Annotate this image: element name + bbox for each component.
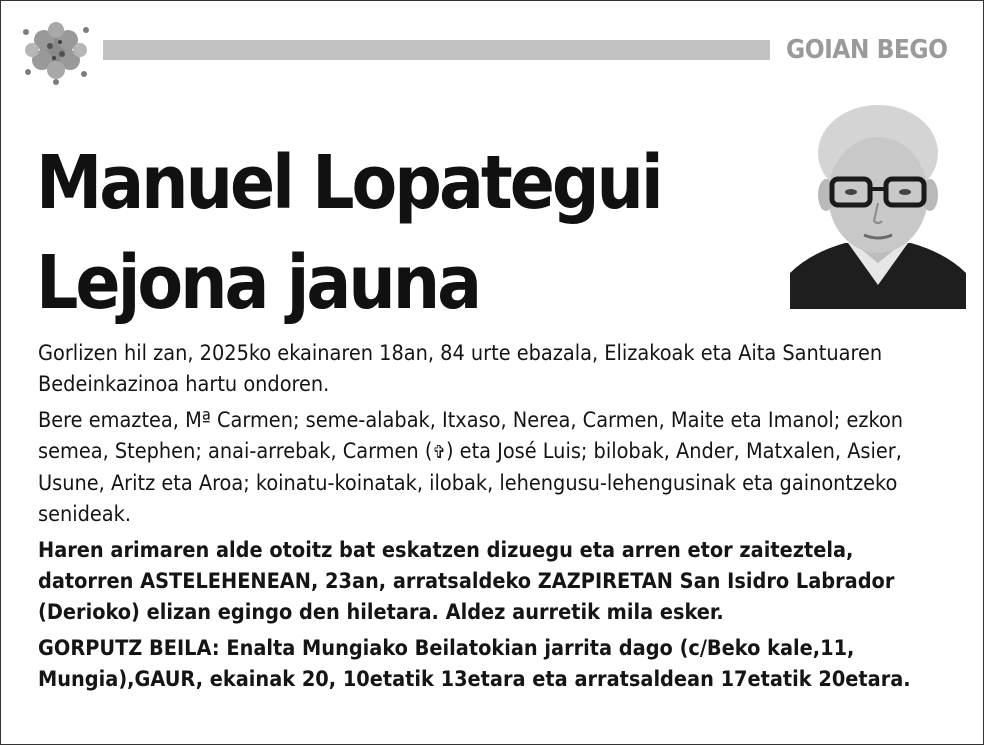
notice-body — [38, 338, 954, 700]
family-list — [38, 405, 954, 530]
death-announcement: Gorlizen hil zan, 2025ko ekainaren 18an, 84 urte ebazala, Elizakoak eta Aita Santuaren Bedeinkazinoa hartu ondoren. — [38, 341, 883, 397]
family-list-part-2: ) eta José Luis; bilobak, Ander, Matxalen, Asier, Usune, Aritz eta Aroa; koinatu-koinatak, ilobak, lehengusu-lehengusinak eta gainontzeko senideak. — [38, 439, 902, 527]
flower-wreath-icon — [14, 12, 98, 90]
deceased-name — [36, 133, 776, 333]
cross-icon: ✞ — [432, 442, 446, 463]
name-line-2: Lejona jauna — [36, 240, 480, 326]
wake-details: GORPUTZ BEILA: Enalta Mungiako Beilatokian jarrita dago (c/Beko kale,11, Mungia),GAUR, ekainak 20, 10etatik 13etara eta arratsaldean 17etatik 20etara. — [38, 636, 911, 692]
family-list-part-1: Bere emaztea, Mª Carmen; seme-alabak, Itxaso, Nerea, Carmen, Maite eta Imanol; ezkon semea, Stephen; anai-arrebak, Carmen ( — [38, 408, 904, 464]
name-line-1: Manuel Lopategui — [36, 140, 661, 226]
header-bar — [103, 40, 770, 60]
section-tag: GOIAN BEGO — [786, 35, 948, 65]
funeral-details: Haren arimaren alde otoitz bat eskatzen dizuegu eta arren etor zaiteztela, datorren ASTELEHENEAN, 23an, arratsaldeko ZAZPIRETAN San Isidro Labrador (Derioko) elizan egingo den hiletara. Aldez aurretik mila esker. — [38, 538, 895, 625]
portrait-photo — [790, 103, 966, 309]
